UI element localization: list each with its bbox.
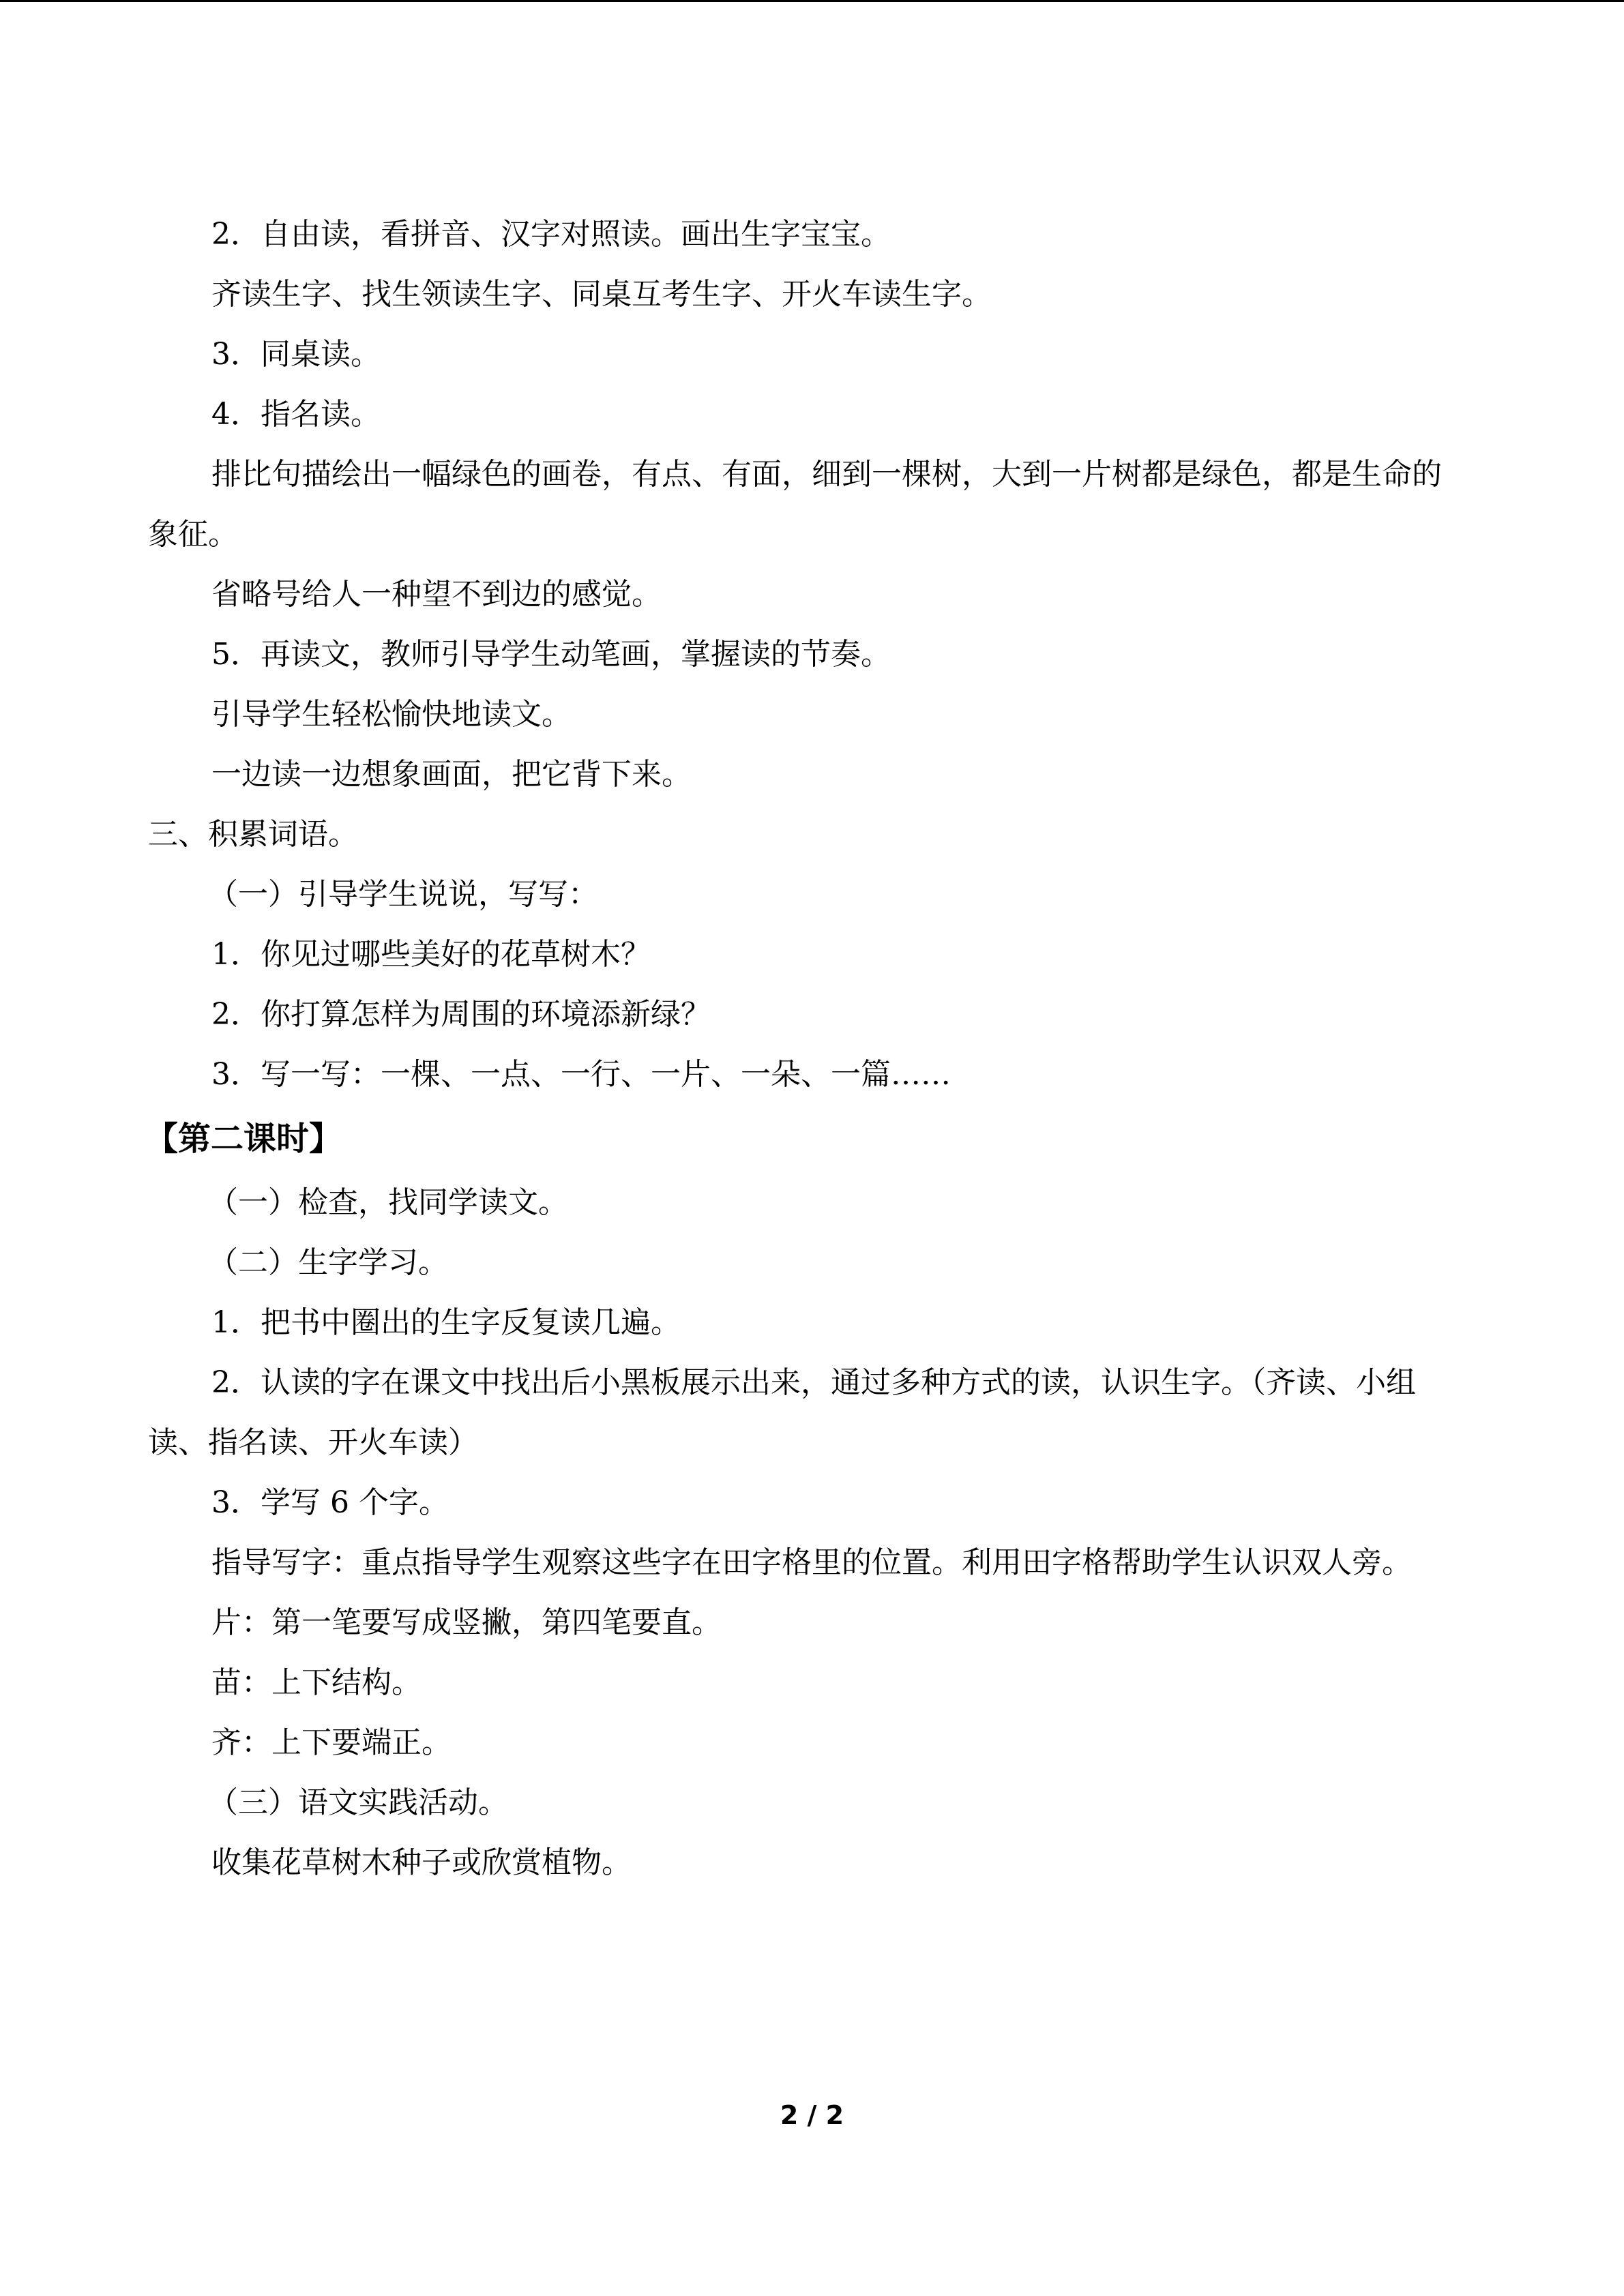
paragraph: 2．你打算怎样为周围的环境添新绿？ bbox=[211, 997, 711, 1032]
document-body bbox=[145, 205, 1454, 1893]
paragraph: 4．指名读。 bbox=[211, 397, 381, 432]
paragraph: 2．自由读，看拼音、汉字对照读。画出生字宝宝。 bbox=[211, 217, 891, 252]
section-heading: 【第二课时】 bbox=[145, 1120, 342, 1158]
paragraph: 齐读生字、找生领读生字、同桌互考生字、开火车读生字。 bbox=[211, 277, 992, 312]
paragraph: 收集花草树木种子或欣赏植物。 bbox=[211, 1845, 632, 1880]
paragraph: 5．再读文，教师引导学生动笔画，掌握读的节奏。 bbox=[211, 637, 891, 672]
paragraph: 1．把书中圈出的生字反复读几遍。 bbox=[211, 1305, 681, 1340]
paragraph: 排比句描绘出一幅绿色的画卷，有点、有面，细到一棵树，大到一片树都是绿色，都是生命的象征。 bbox=[148, 457, 1442, 552]
paragraph: （三）语文实践活动。 bbox=[208, 1785, 508, 1820]
page-number: 2 / 2 bbox=[780, 2100, 844, 2130]
paragraph: 引导学生轻松愉快地读文。 bbox=[211, 697, 572, 732]
paragraph: 2．认读的字在课文中找出后小黑板展示出来，通过多种方式的读，认识生字。（齐读、小组读、指名读、开火车读） bbox=[148, 1365, 1416, 1460]
paragraph: 片：第一笔要写成竖撇，第四笔要直。 bbox=[211, 1605, 722, 1640]
paragraph: 指导写字：重点指导学生观察这些字在田字格里的位置。利用田字格帮助学生认识双人旁。 bbox=[211, 1545, 1412, 1580]
paragraph: （一）检查，找同学读文。 bbox=[208, 1185, 568, 1220]
paragraph: （一）引导学生说说，写写： bbox=[208, 877, 598, 912]
paragraph: 3．学写 6 个字。 bbox=[211, 1485, 449, 1520]
paragraph: （二）生字学习。 bbox=[208, 1245, 448, 1280]
paragraph: 齐：上下要端正。 bbox=[211, 1725, 452, 1760]
paragraph: 3．同桌读。 bbox=[211, 337, 381, 372]
paragraph: 一边读一边想象画面，把它背下来。 bbox=[211, 757, 692, 792]
paragraph: 1．你见过哪些美好的花草树木？ bbox=[211, 937, 651, 972]
paragraph: 3．写一写：一棵、一点、一行、一片、一朵、一篇…… bbox=[211, 1057, 951, 1092]
paragraph: 省略号给人一种望不到边的感觉。 bbox=[211, 577, 662, 612]
page-top-border bbox=[0, 0, 1624, 2]
paragraph: 苗：上下结构。 bbox=[211, 1665, 422, 1700]
section-subtitle: 三、积累词语。 bbox=[148, 817, 358, 852]
